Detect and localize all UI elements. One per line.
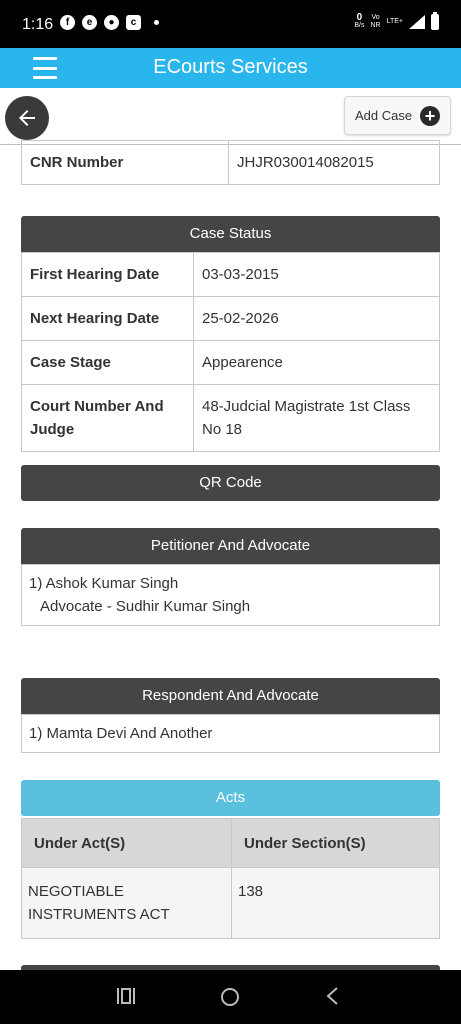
court-judge-label: Court Number And Judge bbox=[22, 385, 194, 452]
back-button[interactable] bbox=[5, 96, 49, 140]
status-bar bbox=[0, 0, 461, 48]
table-row bbox=[22, 297, 440, 341]
petitioner-name: 1) Ashok Kumar Singh bbox=[29, 575, 179, 592]
next-hearing-label: Next Hearing Date bbox=[22, 297, 194, 341]
respondent-name: 1) Mamta Devi And Another bbox=[29, 725, 213, 742]
table-row bbox=[22, 141, 440, 185]
act-name: NEGOTIABLE INSTRUMENTS ACT bbox=[22, 868, 232, 939]
lte-indicator: LTE+ bbox=[386, 18, 403, 25]
petitioner-advocate: Advocate - Sudhir Kumar Singh bbox=[40, 598, 251, 615]
add-case-button[interactable] bbox=[344, 96, 451, 135]
case-details-content[interactable] bbox=[0, 88, 461, 970]
table-row bbox=[22, 868, 440, 939]
toolbar bbox=[0, 88, 461, 145]
more-notifications-icon bbox=[154, 20, 159, 25]
court-judge-value: 48-Judcial Magistrate 1st Class No 18 bbox=[194, 385, 440, 452]
browser-icon: e bbox=[82, 15, 97, 30]
under-section-column-header: Under Section(S) bbox=[232, 819, 440, 868]
net-speed: 0 B/s bbox=[354, 12, 365, 29]
petitioner-box bbox=[21, 564, 440, 626]
first-hearing-value: 03-03-2015 bbox=[194, 253, 440, 297]
act-section: 138 bbox=[232, 868, 440, 939]
case-status-table bbox=[21, 252, 440, 452]
signal-icon bbox=[409, 15, 425, 29]
under-act-column-header: Under Act(S) bbox=[22, 819, 232, 868]
respondent-box bbox=[21, 714, 440, 753]
app-bar bbox=[0, 48, 461, 88]
notification-icons bbox=[60, 15, 159, 30]
case-stage-value: Appearence bbox=[194, 341, 440, 385]
cnr-label: CNR Number bbox=[22, 141, 229, 185]
chat-icon: ● bbox=[104, 15, 119, 30]
arrow-left-icon bbox=[15, 106, 39, 130]
next-hearing-value: 25-02-2026 bbox=[194, 297, 440, 341]
system-nav-bar bbox=[0, 970, 461, 1024]
case-status-header: Case Status bbox=[21, 216, 440, 252]
table-row bbox=[22, 385, 440, 452]
volte-indicator: Vo NR bbox=[370, 14, 381, 29]
back-nav-icon[interactable] bbox=[325, 986, 339, 1006]
add-case-label: Add Case bbox=[354, 108, 413, 123]
qr-code-button[interactable]: QR Code bbox=[21, 465, 440, 501]
status-time: 1:16 bbox=[22, 16, 54, 33]
acts-table bbox=[21, 818, 440, 939]
petitioner-header: Petitioner And Advocate bbox=[21, 528, 440, 564]
facebook-icon: f bbox=[60, 15, 75, 30]
battery-icon bbox=[431, 14, 439, 30]
home-button[interactable] bbox=[221, 988, 239, 1006]
cnr-value: JHJR030014082015 bbox=[229, 141, 440, 185]
table-header-row bbox=[22, 819, 440, 868]
respondent-header: Respondent And Advocate bbox=[21, 678, 440, 714]
system-icons bbox=[354, 14, 439, 30]
recent-apps-button[interactable] bbox=[117, 988, 135, 1004]
first-hearing-label: First Hearing Date bbox=[22, 253, 194, 297]
app-title: ECourts Services bbox=[153, 56, 308, 78]
cb-app-icon: c bbox=[126, 15, 141, 30]
acts-header: Acts bbox=[21, 780, 440, 816]
cnr-table bbox=[21, 140, 440, 185]
case-stage-label: Case Stage bbox=[22, 341, 194, 385]
table-row bbox=[22, 341, 440, 385]
plus-circle-icon: + bbox=[420, 106, 440, 126]
table-row bbox=[22, 253, 440, 297]
